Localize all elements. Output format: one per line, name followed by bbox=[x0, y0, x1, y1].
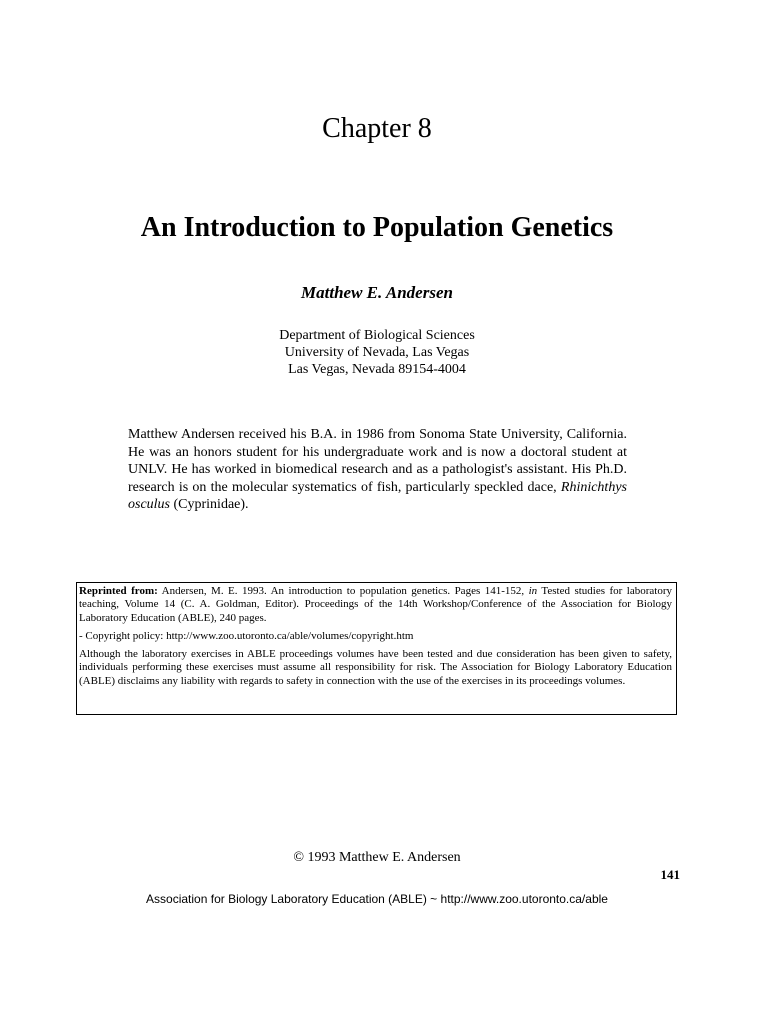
affiliation-address: Las Vegas, Nevada 89154-4004 bbox=[288, 362, 466, 377]
reprint-citation bbox=[79, 585, 672, 625]
reprint-label: Reprinted from: bbox=[79, 585, 158, 597]
bio-text-end: (Cyprinidae). bbox=[170, 497, 249, 512]
page-number: 141 bbox=[660, 867, 680, 882]
author-bio bbox=[128, 426, 627, 514]
affiliation-university: University of Nevada, Las Vegas bbox=[284, 345, 470, 360]
reprint-notice-box bbox=[76, 582, 677, 715]
citation-text: Andersen, M. E. 1993. An introduction to population genetics. Pages 141-152, bbox=[157, 585, 529, 597]
bio-species: Rhinichthys osculus bbox=[128, 479, 627, 512]
affiliation-department: Department of Biological Sciences bbox=[279, 328, 475, 343]
page-footer: Association for Biology Laboratory Education (ABLE) ~ http://www.zoo.utoronto.ca/able bbox=[146, 892, 608, 906]
copyright-line: © 1993 Matthew E. Andersen bbox=[293, 850, 461, 865]
safety-disclaimer: Although the laboratory exercises in ABLE proceedings volumes have been tested and due consideration has been given to safety, individuals performing these exercises must assume all responsibility for risk. The Association for Biology Laboratory Education (ABLE) disclaims any liability with regards to safety in connection with the use of the exercises in its proceedings volumes. bbox=[79, 648, 672, 687]
copyright-policy: - Copyright policy: http://www.zoo.utoronto.ca/able/volumes/copyright.htm bbox=[79, 629, 414, 642]
citation-in: in bbox=[528, 585, 538, 597]
bio-text: Matthew Andersen received his B.A. in 1986 from Sonoma State University, California. He was an honors student for his undergraduate work and is now a doctoral student at UNLV. He has worked in biomedical research and as a pathologist's assistant. His Ph.D. research is on the molecular systematics of fish, particularly speckled dace, bbox=[128, 427, 627, 495]
paper-title: An Introduction to Population Genetics bbox=[140, 212, 614, 243]
citation-text-end: Tested studies for laboratory teaching, Volume 14 (C. A. Goldman, Editor). Proceedings of the 14th Workshop/Conference of the Association for Biology Laboratory Education (ABLE), 240 pages. bbox=[79, 585, 672, 624]
author-affiliation bbox=[0, 327, 754, 378]
chapter-heading: Chapter 8 bbox=[322, 113, 432, 144]
author-name: Matthew E. Andersen bbox=[301, 283, 453, 302]
